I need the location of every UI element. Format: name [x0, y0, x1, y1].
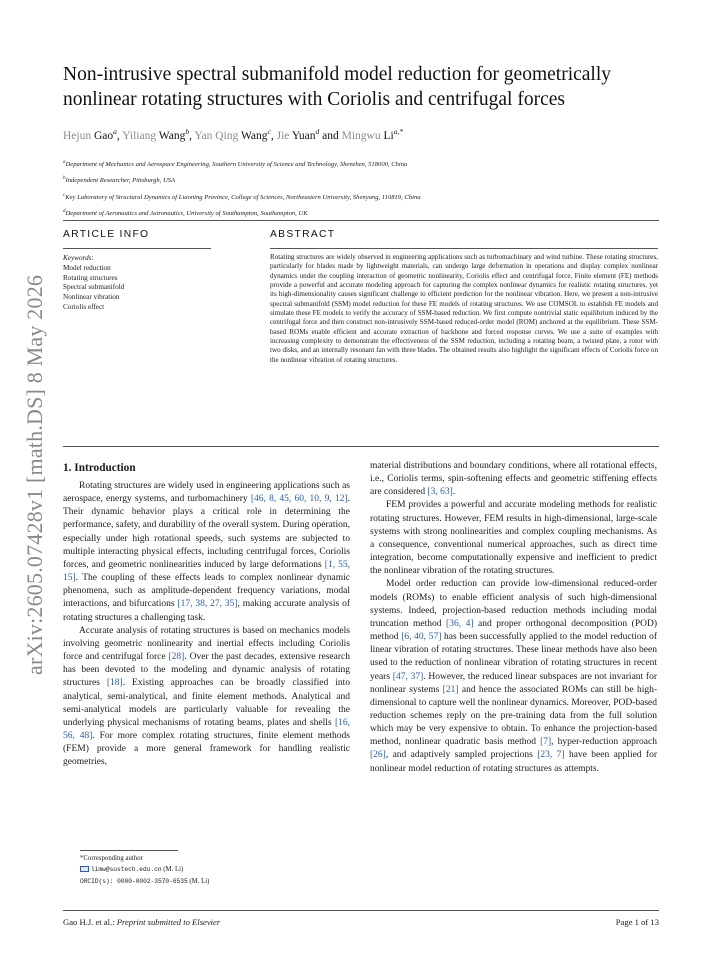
abstract-text: Rotating structures are widely observed in engineering applications such as turbomachinary and wind turbine. These rotating structures, particularly for blades made by lightweight materials, can undergo large deformation in operations and display complex nonlinear dynamics under the coupling interaction of geometric nonlinearity, Coriolis effect and centrifugal force. Finite element (FE) methods provide a powerful and accurate modeling approach for capturing the complex nonlinear dynamics for realistic rotating structures, yet its high-dimensionality causes significant challenge to efficient prediction for the nonlinear vibration. Here, we present a non-intrusive spectral submanifold (SSM) model reduction for these FE models of rotating structures. We use COMSOL to establish FE models and simulate these FE models to verify the accuracy of SSM-based reduction. We first compute nontrivial static equilibrium induced by the centrifugal force and then construct non-intrusively SSM-based reduced-order model (ROM) anchored at the equilibrium. These SSM-based ROMs enable efficient and accurate extraction of backbone and forced response curves. We use a suite of examples with increasing complexity to demonstrate the effectiveness of the SSM reduction, including a rotating beam, a twisted plate, a rotor with two disks, and an internally resonant fan with three blades. The obtained results also highlight the significant effects of Coriolis force on the nonlinear vibration of rotating structures. — [270, 253, 658, 364]
author-affiliation-mark: d — [315, 127, 320, 136]
footer-citation — [63, 917, 220, 927]
paper-title: Non-intrusive spectral submanifold model reduction for geometrically nonlinear rotating structures with Coriolis and centrifugal forces — [63, 64, 612, 110]
paragraph-text: . However, the reduced linear subspaces are not invariant for nonlinear systems — [370, 671, 657, 695]
footer-divider — [63, 910, 659, 911]
page-number: Page 1 of 13 — [615, 917, 659, 927]
author-given-name: Hejun — [63, 130, 92, 142]
paragraph-text: . For more complex rotating structures, finite element methods (FEM) provide a more general framework for handling realistic geometries, — [63, 730, 350, 768]
paragraph-text: . — [452, 487, 456, 498]
author-affiliation-mark: a,* — [393, 127, 404, 136]
citation-link[interactable]: [7] — [540, 737, 552, 748]
keyword-item: Rotating structures — [63, 273, 118, 282]
keyword-list — [63, 264, 213, 313]
author-given-name: Yan Qing — [194, 130, 239, 142]
orcid-line — [80, 876, 340, 887]
paragraph-text: material distributions and boundary conditions, where all rotational effects, i.e., Coriolis terms, spin-softening effects and geometric stiffening effects are considered — [370, 461, 657, 498]
paragraph-text: , and adaptively sampled projections — [385, 750, 538, 761]
paragraph-text: has been successfully applied to the model reduction of linear vibration of rotating structures. These linear methods have also been used to the reduction of nonlinear vibration of rotating structures in recent years — [370, 632, 658, 682]
citation-link[interactable]: [1, 55, 15] — [63, 559, 350, 584]
citation-link[interactable]: [46, 8, 45, 60, 10, 9, 12] — [250, 494, 348, 505]
citation-link[interactable]: [26] — [370, 750, 386, 761]
citation-link[interactable]: [47, 37] — [392, 671, 424, 682]
keywords-block: Keywords: Model reduction Rotating structures Spectral submanifold Nonlinear vibration Coriolis effect — [63, 254, 213, 313]
citation-link[interactable]: [6, 40, 57] — [401, 632, 442, 643]
keywords-label: Keywords — [63, 254, 92, 262]
footer-preprint-note: Preprint submitted to Elsevier — [116, 917, 221, 927]
citation-link[interactable]: [36, 4] — [446, 618, 474, 629]
author-separator: and — [319, 130, 342, 142]
introduction-heading: 1. Introduction — [63, 462, 136, 474]
paragraph-text: , making accurate analysis of rotating structures a challenging task. — [63, 599, 350, 623]
paragraph-text: . Their dynamic behavior plays a critical role in determining the performance, safety, and durability of the overall system. During operation, especially under high rotational speeds, such systems are subjected to multiple interacting physical effects, including centrifugal forces, Coriolis forces, and geometric nonlinearities induced by large deformations — [63, 494, 350, 570]
corresponding-author-footnote — [80, 853, 340, 887]
author-given-name: Jie — [276, 130, 290, 142]
author-given-name: Mingwu — [341, 130, 381, 142]
author-surname: Gao — [93, 130, 114, 142]
author-surname: Li — [383, 130, 394, 142]
author-surname: Wang — [158, 130, 186, 142]
author-given-name: Yiliang — [122, 130, 157, 142]
author-affiliation-mark: b — [185, 127, 190, 136]
affiliation-line — [63, 172, 663, 188]
envelope-icon — [80, 866, 89, 872]
page-footer — [63, 917, 659, 927]
affiliation-list — [63, 156, 663, 221]
right-column — [370, 460, 657, 776]
email-address[interactable]: limw@sustech.edu.cn — [91, 866, 162, 874]
left-column — [63, 460, 350, 769]
affiliation-text: Department of Mechanics and Aerospace Engineering, Southern University of Science and Technology, Shenzhen, 518000, China — [65, 161, 408, 168]
abstract-heading: ABSTRACT — [270, 229, 336, 240]
footnote-divider — [80, 850, 178, 851]
keyword-item: Spectral submanifold — [63, 283, 125, 292]
corresponding-author-label: *Corresponding author — [80, 855, 143, 862]
author-affiliation-mark: a — [113, 127, 117, 136]
author-separator: , — [270, 130, 277, 142]
keyword-item: Coriolis effect — [63, 302, 105, 311]
author-surname: Yuan — [291, 130, 316, 142]
affiliation-mark: c — [63, 192, 66, 198]
orcid-label: ORCID(s): — [80, 877, 118, 885]
affiliation-line — [63, 205, 663, 221]
author-separator: , — [189, 130, 195, 142]
affiliation-mark: a — [63, 160, 66, 165]
paragraph-text: Accurate analysis of rotating structures is based on mechanics models involving geometric nonlinearity and inertial effects including Coriolis force and centrifugal force — [63, 625, 350, 663]
affiliation-text: Independent Researcher, Pittsburgh, USA — [65, 177, 176, 185]
footer-authors: Gao H.J. et al.: — [63, 917, 117, 927]
keyword-item: Nonlinear vibration — [63, 293, 120, 302]
citation-link[interactable]: [21] — [442, 684, 459, 695]
citation-link[interactable]: [28] — [168, 652, 185, 663]
paragraph-text: . The coupling of these effects leads to complex nonlinear dynamic phenomena, such as amplitude-dependent frequency variations, modal interactions, and bifurcations — [63, 573, 350, 610]
citation-link[interactable]: [3, 63] — [427, 487, 453, 498]
paragraph-text: have been applied for nonlinear model reduction of rotating structures as attempts. — [370, 750, 658, 774]
affiliation-mark: b — [63, 176, 66, 182]
citation-link[interactable]: [16, 56, 48] — [63, 717, 350, 741]
paragraph-text: . Over the past decades, extensive research has been devoted to the modeling and dynamic analysis of rotating structures — [63, 652, 351, 689]
email-line — [80, 864, 340, 875]
author-list — [63, 125, 663, 143]
article-info-divider — [63, 248, 211, 249]
citation-link[interactable]: [18] — [106, 678, 123, 689]
arxiv-identifier-stamp: arXiv:2605.07428v1 [math.DS] 8 May 2026 — [22, 274, 47, 675]
paragraph-text: Model order reduction can provide low-dimensional reduced-order models (ROMs) to enable efficient analysis of such high-dimensional systems. Indeed, projection-based reduction methods including modal truncation method — [370, 579, 657, 629]
abstract-divider — [270, 248, 658, 249]
author-affiliation-mark: c — [267, 127, 271, 136]
abstract-bottom-divider — [63, 446, 659, 447]
paragraph-text: and proper orthogonal decomposition (POD) method — [370, 618, 657, 643]
body-paragraph — [63, 480, 350, 625]
affiliation-line — [63, 156, 663, 172]
right-column-body — [370, 460, 657, 776]
citation-link[interactable]: [17, 38, 27, 35] — [177, 599, 238, 610]
keyword-item: Model reduction — [63, 263, 111, 272]
paragraph-text: . Existing approaches can be broadly classified into analytical, semi-analytical, and finite element methods. Analytical and semi-analytical models are particularly valuable for revealing the underlying physical mechanisms of rotating beams, plates and shells — [63, 678, 350, 728]
author-separator: , — [116, 130, 123, 142]
left-column-body — [63, 480, 350, 769]
citation-link[interactable]: [23, 7] — [537, 750, 565, 761]
header-divider — [63, 220, 659, 221]
orcid-id[interactable]: 0000-0002-3570-6535 — [117, 877, 188, 885]
body-paragraph — [63, 625, 350, 770]
affiliation-line — [63, 189, 663, 205]
paragraph-text: , hyper-reduction approach — [551, 737, 657, 748]
body-paragraph — [370, 460, 657, 499]
affiliation-text: Department of Aeronautics and Astronautics, University of Southampton, Southampton, UK — [65, 209, 308, 217]
paragraph-text: Rotating structures are widely used in engineering applications such as aerospace, energy systems, and turbomachinery — [63, 481, 350, 505]
email-owner: (M. Li) — [161, 866, 184, 874]
orcid-owner: (M. Li) — [187, 877, 210, 885]
body-paragraph — [370, 499, 657, 578]
body-paragraph — [370, 578, 657, 775]
paragraph-text: FEM provides a powerful and accurate modeling methods for realistic rotating structures. However, FEM results in high-dimensional, large-scale systems with strong nonlinearities and complex coupling mechanisms. As a consequence, conventional numerical approaches, such as direct time integration, become computationally expensive and inefficient to predict the nonlinear vibration of the rotating structures. — [370, 500, 657, 577]
article-info-heading: ARTICLE INFO — [63, 229, 150, 240]
affiliation-mark: d — [63, 208, 66, 214]
affiliation-text: Key Laboratory of Structural Dynamics of Liaoning Province, College of Sciences, Northeastern University, Shenyang, 110819, China — [65, 193, 421, 201]
paragraph-text: and hence the associated ROMs can still be high-dimensional to capture well the nonlinear dynamics. Moreover, POD-based reduction schemes reply on the pre-training data from the full solution which may be very expensive to obtain. To enhance the projection-based method, nonlinear quadratic basis method — [370, 684, 657, 748]
author-surname: Wang — [240, 130, 268, 142]
